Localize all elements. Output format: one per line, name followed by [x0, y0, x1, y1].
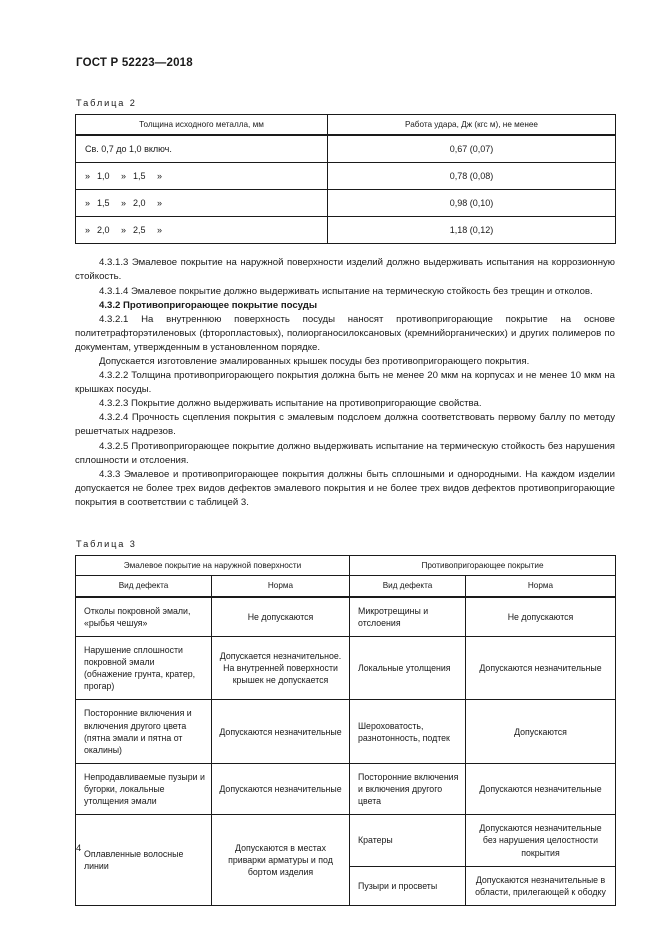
ditto-mark: » [85, 225, 91, 236]
table-row [76, 597, 616, 637]
table2-header-energy: Работа удара, Дж (кгс м), не менее [328, 115, 616, 136]
range-from: 1,0 [97, 171, 110, 182]
table2-cell-energy: 1,18 (0,12) [328, 217, 616, 244]
table3-enamel-defect: Оплавленные волосные линии [76, 815, 212, 906]
table-row [76, 135, 616, 163]
table3-coating-defect: Кратеры [350, 815, 466, 866]
table-3 [75, 555, 616, 906]
table2-cell-thickness [76, 217, 328, 244]
clause-note-lids: Допускается изготовление эмалированных крышек посуды без противопригорающего покрытия. [99, 355, 530, 367]
table3-coating-defect: Пузыри и просветы [350, 866, 466, 905]
table2-cell-energy: 0,98 (0,10) [328, 190, 616, 217]
table3-enamel-defect: Отколы покровной эмали, «рыбья чешуя» [76, 597, 212, 637]
table3-coating-norm: Допускаются незначительные [466, 763, 616, 814]
table3-coating-defect: Микротрещины и отслоения [350, 597, 466, 637]
ditto-mark: » [157, 225, 163, 236]
table3-enamel-defect: Непродавливаемые пузыри и бугорки, локальные утолщения эмали [76, 763, 212, 814]
clause-4-3-2-4: 4.3.2.4 Прочность сцепления покрытия с эмалевым подслоем должна соответствовать первому баллу по методу решетчатых надрезов. [75, 412, 615, 438]
table-row [76, 636, 616, 700]
clause-4-3-2-5: 4.3.2.5 Противопригорающее покрытие должно выдерживать испытание на термическую стойкость без нарушения сплошности и отслоения. [75, 440, 615, 466]
table3-coating-norm: Допускаются [466, 700, 616, 764]
table-row [76, 217, 616, 244]
ditto-mark: » [121, 171, 127, 182]
table3-coating-norm: Допускаются незначительные [466, 636, 616, 700]
table2-cell-thickness: Св. 0,7 до 1,0 включ. [76, 135, 328, 163]
table3-subheader-coating-norm: Норма [466, 576, 616, 597]
clause-4-3-3: 4.3.3 Эмалевое и противопригорающее покрытия должны быть сплошными и однородными. На каждом изделии допускается не более трех видов дефектов эмалевого покрытия и не более трех видов дефектов противопригорающие покрытия в соответствии с таблицей 3. [75, 468, 615, 508]
ditto-mark: » [121, 198, 127, 209]
table3-enamel-norm: Допускаются незначительные [212, 700, 350, 764]
range-to: 2,5 [133, 225, 146, 236]
table3-enamel-defect: Нарушение сплошности покровной эмали (обнажение грунта, кратер, прогар) [76, 636, 212, 700]
range-from: 1,5 [97, 198, 110, 209]
ditto-mark: » [85, 171, 91, 182]
clause-4-3-2-1: 4.3.2.1 На внутреннюю поверхность посуды наносят противопригорающие покрытие на основе политетрафторэтиленовых (фторопластовых), полиорганосилоксановых (кремнийорганических) и других полимеров по документам, утвержденным в установленном порядке. [75, 313, 615, 353]
table-row [76, 763, 616, 814]
standard-title: ГОСТ Р 52223—2018 [76, 57, 193, 69]
table3-coating-defect: Шероховатость, разнотонность, подтек [350, 700, 466, 764]
table-row [76, 163, 616, 190]
table2-cell-thickness [76, 190, 328, 217]
table3-coating-norm: Не допускаются [466, 597, 616, 637]
table3-enamel-norm: Допускаются в местах приварки арматуры и под бортом изделия [212, 815, 350, 906]
table3-enamel-norm: Не допускаются [212, 597, 350, 637]
range-to: 1,5 [133, 171, 146, 182]
table3-caption: Таблица 3 [76, 539, 137, 549]
table2-cell-thickness [76, 163, 328, 190]
table3-group-header-row [76, 556, 616, 576]
clause-4-3-1-3: 4.3.1.3 Эмалевое покрытие на наружной поверхности изделий должно выдерживать испытания на коррозионную стойкость. [75, 257, 615, 283]
table3-subheader-enamel-defect: Вид дефекта [76, 576, 212, 597]
table3-sub-header-row [76, 576, 616, 597]
ditto-mark: » [121, 225, 127, 236]
table3-coating-norm: Допускаются незначительные в области, прилегающей к ободку [466, 866, 616, 905]
table3-enamel-defect: Посторонние включения и включения другого цвета (пятна эмали и пятна от окалины) [76, 700, 212, 764]
table2-caption: Таблица 2 [76, 98, 137, 108]
page-number: 4 [76, 842, 82, 853]
table2-header-thickness: Толщина исходного металла, мм [76, 115, 328, 136]
table3-coating-norm: Допускаются незначительные без нарушения целостности покрытия [466, 815, 616, 866]
table3-enamel-norm: Допускаются незначительные [212, 763, 350, 814]
table3-subheader-coating-defect: Вид дефекта [350, 576, 466, 597]
range-to: 2,0 [133, 198, 146, 209]
table3-subheader-enamel-norm: Норма [212, 576, 350, 597]
table-row [76, 815, 616, 866]
table3-group-enamel: Эмалевое покрытие на наружной поверхности [76, 556, 350, 576]
table3-group-coating: Противопригорающее покрытие [350, 556, 616, 576]
range-from: 2,0 [97, 225, 110, 236]
ditto-mark: » [85, 198, 91, 209]
table-row [76, 190, 616, 217]
table-row [76, 700, 616, 764]
page-content [75, 0, 615, 906]
table2-cell-energy: 0,67 (0,07) [328, 135, 616, 163]
clause-4-3-2-3: 4.3.2.3 Покрытие должно выдерживать испытание на противопригорающие свойства. [99, 398, 482, 410]
table3-coating-defect: Локальные утолщения [350, 636, 466, 700]
table3-enamel-norm: Допускается незначительное. На внутренней поверхности крышек не допускается [212, 636, 350, 700]
table3-coating-defect: Посторонние включения и включения другого цвета [350, 763, 466, 814]
clause-4-3-1-4: 4.3.1.4 Эмалевое покрытие должно выдерживать испытание на термическую стойкость без трещин и отколов. [99, 285, 593, 297]
ditto-mark: » [157, 171, 163, 182]
heading-4-3-2: 4.3.2 Противопригорающее покрытие посуды [99, 299, 318, 311]
clause-4-3-2-2: 4.3.2.2 Толщина противопригорающего покрытия должна быть не менее 20 мкм на корпусах и не менее 10 мкм на крышках посуды. [75, 370, 615, 396]
table-2 [75, 114, 616, 244]
body-text-block [75, 256, 615, 510]
ditto-mark: » [157, 198, 163, 209]
table2-cell-energy: 0,78 (0,08) [328, 163, 616, 190]
